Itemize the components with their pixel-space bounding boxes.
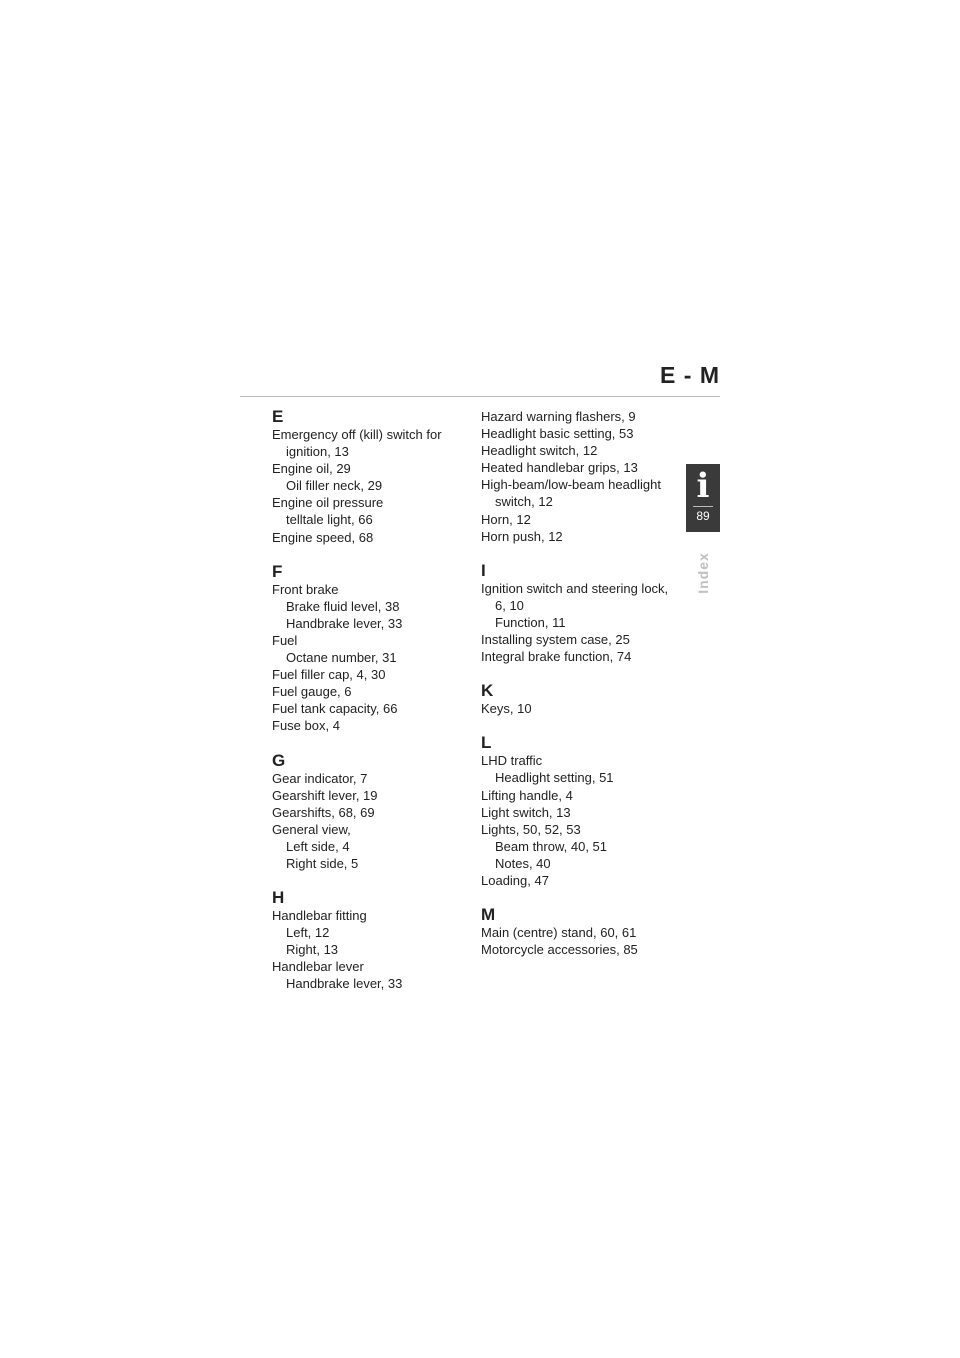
index-entry-text: Heated handlebar grips, 13: [481, 460, 638, 476]
index-entry-text: Handlebar lever: [272, 959, 364, 975]
index-section: [272, 752, 472, 873]
section-letter: F: [272, 561, 283, 581]
info-icon: i: [696, 466, 710, 506]
index-column-right: [481, 408, 681, 975]
index-entry: [481, 821, 681, 838]
index-entry-continuation: 6, 10: [495, 597, 524, 613]
index-entry: [481, 580, 681, 614]
index-subentry: Notes, 40: [495, 855, 551, 871]
index-entry-continuation: switch, 12: [495, 494, 553, 510]
index-entry-text: Lifting handle, 4: [481, 787, 573, 803]
index-entry-continuation: ignition, 13: [286, 444, 349, 460]
index-section: [481, 906, 681, 958]
index-entry-text: Motorcycle accessories, 85: [481, 942, 638, 958]
index-entry-text: Fuse box, 4: [272, 718, 340, 734]
index-entry: [481, 631, 681, 648]
index-entry: [272, 683, 472, 700]
index-section: [481, 734, 681, 889]
index-entry-text: Fuel tank capacity, 66: [272, 701, 398, 717]
index-section: [481, 408, 681, 545]
index-entry-text: Installing system case, 25: [481, 632, 630, 648]
index-entry: [481, 872, 681, 889]
index-entry: [481, 442, 681, 459]
section-letter: L: [481, 733, 492, 753]
index-entry-text: Emergency off (kill) switch for: [272, 427, 442, 442]
index-entry: [481, 476, 681, 510]
index-subentry: Right side, 5: [286, 855, 359, 871]
index-entry-text: Gearshifts, 68, 69: [272, 804, 375, 820]
index-section: [481, 562, 681, 665]
index-entry-text: Keys, 10: [481, 701, 532, 717]
section-letter: K: [481, 681, 494, 701]
index-entry-text: Hazard warning flashers, 9: [481, 409, 636, 424]
index-entry-text: Engine oil pressure: [272, 495, 384, 511]
index-column-left: [272, 408, 472, 1010]
index-entry: [272, 581, 472, 598]
index-tab: [686, 464, 720, 532]
index-subentry: Handbrake lever, 33: [286, 976, 403, 992]
index-subentry: Oil filler neck, 29: [286, 478, 383, 494]
index-entry: [272, 804, 472, 821]
index-entry: [481, 528, 681, 545]
index-subentry: Brake fluid level, 38: [286, 598, 400, 614]
index-entry: [272, 907, 472, 924]
index-entry-text: Headlight basic setting, 53: [481, 426, 634, 442]
index-subentry: Right, 13: [286, 942, 339, 958]
index-entry: [481, 804, 681, 821]
index-entry-text: Engine speed, 68: [272, 529, 374, 545]
index-subentry: Left, 12: [286, 925, 330, 941]
index-entry-text: High-beam/low-beam headlight: [481, 477, 661, 493]
index-entry-text: Horn push, 12: [481, 528, 563, 544]
index-subentry: Handbrake lever, 33: [286, 615, 403, 631]
index-entry-text: Handlebar fitting: [272, 908, 367, 924]
index-entry: [272, 770, 472, 787]
index-entry: [481, 511, 681, 528]
index-entry: [272, 821, 472, 838]
index-entry: [481, 425, 681, 442]
index-entry: [481, 941, 681, 958]
index-entry: [481, 459, 681, 476]
index-entry: [481, 408, 681, 425]
index-section: [272, 889, 472, 992]
index-entry: [272, 958, 472, 975]
index-entry-text: Lights, 50, 52, 53: [481, 821, 581, 837]
index-entry-text: Main (centre) stand, 60, 61: [481, 925, 637, 941]
index-entry-text: Light switch, 13: [481, 804, 571, 820]
index-entry: [272, 632, 472, 649]
index-entry: [272, 426, 472, 460]
index-entry-text: Engine oil, 29: [272, 461, 351, 477]
index-entry-text: Ignition switch and steering lock,: [481, 580, 669, 596]
section-letter: H: [272, 888, 285, 908]
index-entry-text: Fuel gauge, 6: [272, 684, 352, 700]
section-letter: M: [481, 905, 496, 925]
index-entry-continuation: telltale light, 66: [286, 512, 373, 528]
index-subentry: Octane number, 31: [286, 650, 397, 666]
index-subentry: Function, 11: [495, 614, 566, 630]
index-entry: [272, 460, 472, 477]
index-entry-text: Headlight switch, 12: [481, 443, 598, 459]
index-entry: [272, 529, 472, 546]
index-entry: [272, 787, 472, 804]
index-entry: [272, 700, 472, 717]
index-entry: [272, 666, 472, 683]
page-number: 89: [696, 509, 710, 523]
index-entry-text: Gearshift lever, 19: [272, 787, 378, 803]
index-entry: [481, 924, 681, 941]
index-section: [272, 408, 472, 546]
index-entry-text: General view,: [272, 821, 351, 837]
index-entry-text: Loading, 47: [481, 872, 549, 888]
index-entry: [272, 494, 472, 528]
section-letter: G: [272, 750, 286, 770]
index-entry: [481, 752, 681, 769]
index-entry-text: Gear indicator, 7: [272, 770, 368, 786]
index-section: [481, 682, 681, 717]
index-entry-text: LHD traffic: [481, 753, 543, 769]
index-subentry: Beam throw, 40, 51: [495, 838, 608, 854]
index-subentry: Left side, 4: [286, 838, 350, 854]
section-letter: E: [272, 407, 284, 426]
side-label-text: Index: [695, 552, 711, 594]
index-entry: [481, 700, 681, 717]
index-section: [272, 563, 472, 735]
index-entry-text: Horn, 12: [481, 511, 531, 527]
index-entry-text: Integral brake function, 74: [481, 649, 632, 665]
header-divider: [240, 396, 720, 397]
index-entry-text: Fuel filler cap, 4, 30: [272, 667, 386, 683]
index-entry: [481, 787, 681, 804]
index-entry-text: Front brake: [272, 581, 339, 597]
page-title: E - M: [660, 362, 720, 388]
section-side-label: [688, 548, 718, 598]
index-subentry: Headlight setting, 51: [495, 770, 614, 786]
index-entry-text: Fuel: [272, 632, 298, 648]
section-letter: I: [481, 560, 486, 580]
index-entry: [481, 648, 681, 665]
index-entry: [272, 717, 472, 734]
